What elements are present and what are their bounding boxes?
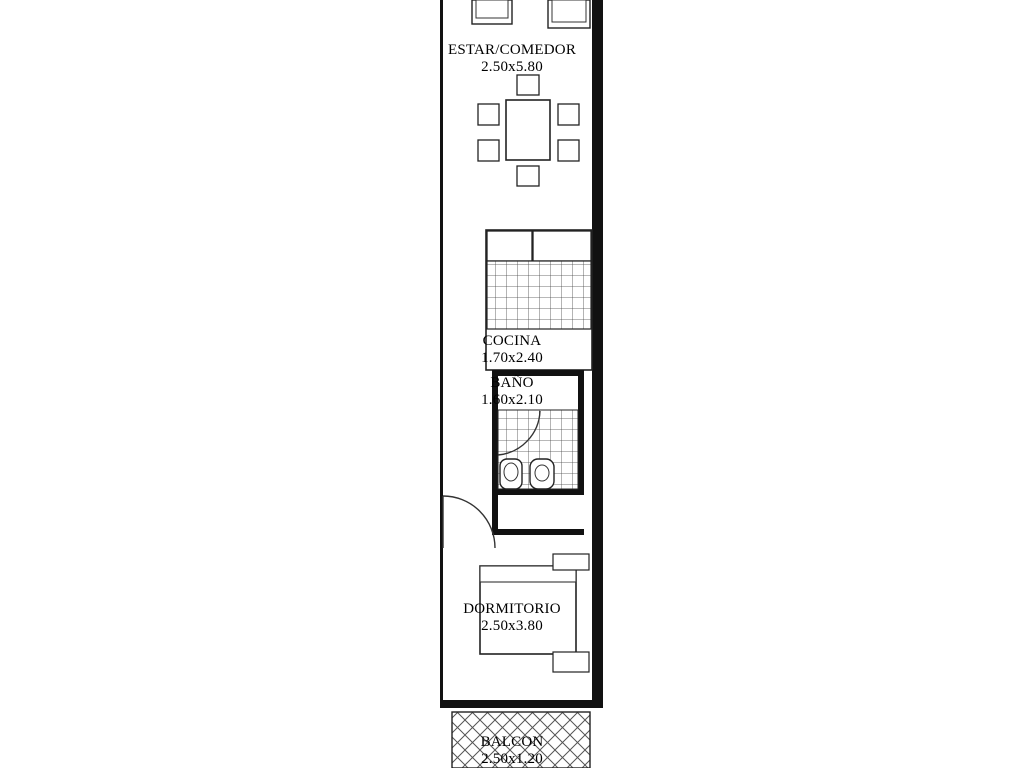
room-dims: 2.50x5.80 [481, 58, 543, 75]
door-swing [443, 496, 495, 548]
room-balcon [452, 712, 590, 768]
room-name: DORMITORIO [463, 601, 561, 617]
room-name: ESTAR/COMEDOR [447, 42, 577, 58]
room-name: BAÑO [490, 375, 534, 391]
room-estar-comedor [472, 0, 590, 186]
room-name: COCINA [482, 333, 542, 349]
room-dims: 2.50x3.80 [481, 617, 543, 634]
room-dims: 2.50x1.20 [481, 750, 543, 767]
room-dims: 1.60x2.10 [481, 391, 543, 408]
room-bano [492, 370, 584, 535]
room-dormitorio [480, 554, 589, 672]
room-cocina [486, 230, 592, 370]
room-dims: 1.70x2.40 [481, 349, 543, 366]
room-name: BALCON [480, 734, 544, 750]
